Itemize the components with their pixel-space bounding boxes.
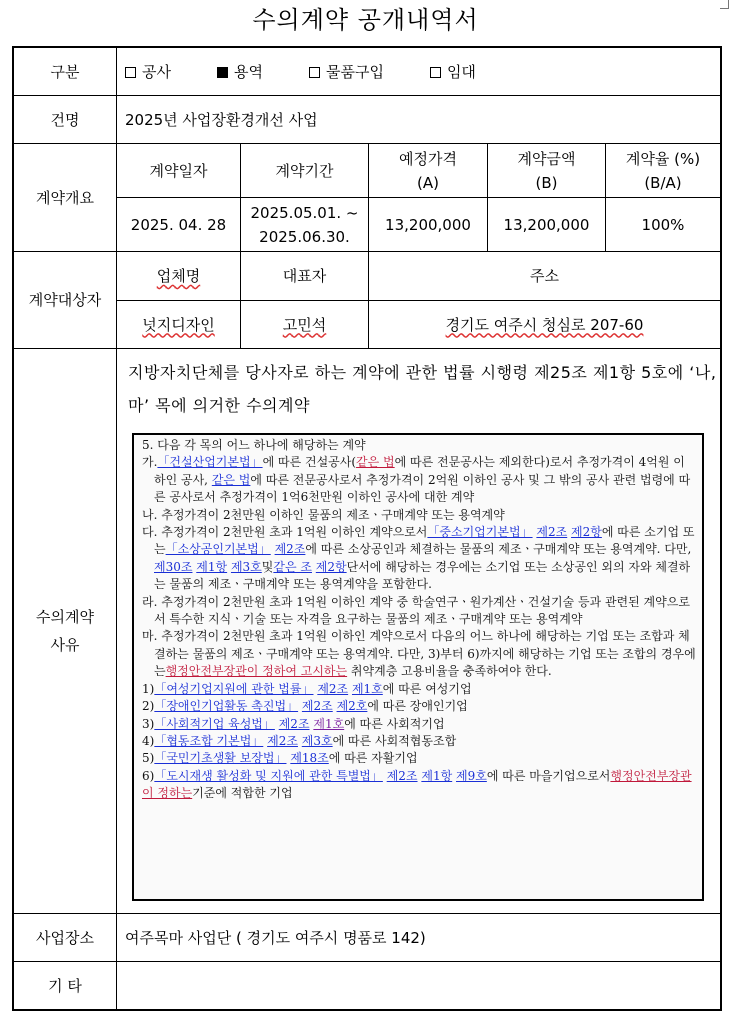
law-link[interactable]: 제2호 — [336, 699, 368, 714]
law-link[interactable]: 제30조 — [154, 559, 193, 574]
division-options — [117, 48, 728, 95]
law-link[interactable]: 「국민기초생활 보장법」 — [154, 751, 287, 766]
document-title: 수의계약 공개내역서 — [252, 6, 479, 34]
law-link[interactable]: 같은 법 — [211, 472, 251, 487]
law-link[interactable]: 「장애인기업활동 촉진법」 — [154, 699, 299, 714]
law-link[interactable]: 제3호 — [301, 733, 333, 748]
contract-amount-header: 계약금액 (B) — [517, 149, 576, 192]
law-link[interactable]: 제1항 — [196, 559, 228, 574]
law-excerpt-image: 5. 다음 각 목의 어느 하나에 해당하는 계약 가.「건설산업기본법」에 따른 건설공사(같은 법에 따른 전문공사는 제외한다)로서 추정가격이 4억원 이하인 공사, 같은 법에 따른 전문공사로서 추정가격이 2억원 이하인 공사 및 그 밖의 공사 관련 법령에 따른 공사로서 추정가격이 1억6천만원 이하인 공사에 대한 계약 나. 추정가격이 2천만원 이하인 물품의 제조ㆍ구매계약 또는 용역계약 다. 추정가격이 2천만원 초과 1억원 이하인 계약으로서「중소기업기본법」 제2조 제2항에 따른 소기업 또는「소상공인기본법」 제2조에 따른 소상공인과 체결하는 물품의 제조ㆍ구매계약 또는 용역계약. 다만,제30조 제1항 제3호및같은 조 제2항단서에 해당하는 경우에는 소기업 또는 소상공인 외의 자와 체결하는 물품의 제조ㆍ구매계약 또는 용역계약을 포함한다. 라. 추정가격이 2천만원 초과 1억원 이하인 계약 중 학술연구ㆍ원가계산ㆍ건설기술 등과 관련된 계약으로서 특수한 지식ㆍ기술 또는 자격을 요구하는 물품의 제조ㆍ구매계약 또는 용역계약 마. 추정가격이 2천만원 초과 1억원 이하인 계약으로서 다음의 어느 하나에 해당하는 기업 또는 조합과 체결하는 물품의 제조ㆍ구매계약 또는 용역계약. 다만, 3)부터 6)까지에 해당하는 기업 또는 조합의 경우에는행정안전부장관이 정하여 고시하는 취약계층 고용비율을 충족하여야 한다. 1)「여성기업지원에 관한 법률」 제2조 제1호에 따른 여성기업 2)「장애인기업활동 촉진법」 제2조 제2호에 따른 장애인기업 3)「사회적기업 육성법」 제2조 제1호에 따른 사회적기업 4)「협동조합 기본법」 제2조 제3호에 따른 사회적협동조합 5)「국민기초생활 보장법」 제18조에 따른 자활기업 6)「도시재생 활성화 및 지원에 관한 특별법」 제2조 제1항 제9호에 따른 마을기업으로서행정안전부장관이 정하는기준에 적합한 기업 — [132, 433, 704, 901]
law-link[interactable]: 제2조 — [386, 768, 418, 783]
checkbox-icon — [125, 67, 136, 78]
company-value: 넛지디자인 — [142, 315, 215, 334]
law-link[interactable]: 제18조 — [290, 751, 329, 766]
law-subitem-5: 5)「국민기초생활 보장법」 제18조에 따른 자활기업 — [142, 751, 418, 766]
company-header: 업체명 — [156, 267, 201, 285]
law-link[interactable]: 「소상공인기본법」 — [165, 542, 271, 557]
division-option-construction[interactable]: 공사 — [125, 60, 171, 84]
law-subitem-2: 2)「장애인기업활동 촉진법」 제2조 제2호에 따른 장애인기업 — [142, 699, 468, 714]
law-link[interactable]: 제2항 — [571, 525, 602, 540]
law-link[interactable]: 제2조 — [317, 681, 349, 696]
law-item-na: 나. 추정가격이 2천만원 이하인 물품의 제조ㆍ구매계약 또는 용역계약 — [142, 507, 505, 522]
law-link[interactable]: 행정안전부장관이 정하여 고시하는 — [165, 664, 348, 679]
estimated-price-header: 예정가격 (A) — [399, 149, 457, 192]
contract-period-header: 계약기간 — [275, 161, 334, 180]
place-value: 여주목마 사업단 ( 경기도 여주시 명품로 142) — [125, 928, 426, 947]
contract-date-value: 2025. 04. 28 — [130, 215, 227, 234]
project-name-label: 건명 — [50, 110, 80, 129]
checkbox-icon — [309, 67, 320, 78]
law-subitem-6: 6)「도시재생 활성화 및 지원에 관한 특별법」 제2조 제1항 제9호에 따른 마을기업으로서행정안전부장관이 정하는기준에 적합한 기업 — [142, 768, 692, 801]
law-item-da: 다. 추정가격이 2천만원 초과 1억원 이하인 계약으로서「중소기업기본법」 제2조 제2항에 따른 소기업 또는「소상공인기본법」 제2조에 따른 소상공인과 체결하는 물품의 제조ㆍ구매계약 또는 용역계약. 다만,제30조 제1항 제3호및같은 조 제2항단서에 해당하는 경우에는 소기업 또는 소상공인 외의 자와 체결하는 물품의 제조ㆍ구매계약 또는 용역계약을 포함한다. — [142, 525, 695, 592]
reason-heading: 지방자치단체를 당사자로 하는 계약에 관한 법률 시행령 제25조 제1항 5호에 ‘나, 마’ 목에 의거한 수의계약 — [128, 363, 717, 415]
law-link[interactable]: 제9호 — [456, 768, 487, 783]
law-link[interactable]: 「여성기업지원에 관한 법률」 — [154, 681, 314, 696]
reason-label: 수의계약 사유 — [36, 608, 94, 654]
law-subitem-1: 1)「여성기업지원에 관한 법률」 제2조 제1호에 따른 여성기업 — [142, 681, 472, 696]
other-label: 기 타 — [48, 976, 82, 995]
checkbox-icon — [430, 67, 441, 78]
law-link[interactable]: 제2조 — [301, 699, 333, 714]
party-label: 계약대상자 — [28, 291, 102, 309]
law-item-ra: 라. 추정가격이 2천만원 초과 1억원 이하인 계약 중 학술연구ㆍ원가계산ㆍ건설기술 등과 관련된 계약으로서 특수한 지식ㆍ기술 또는 자격을 요구하는 물품의 제조ㆍ구매계약 또는 용역계약 — [142, 594, 690, 627]
law-link[interactable]: 제1항 — [421, 768, 453, 783]
law-link[interactable]: 제2조 — [267, 733, 298, 748]
division-option-service[interactable]: 용역 — [217, 60, 263, 84]
law-link[interactable]: 제2항 — [315, 559, 347, 574]
contract-rate-value: 100% — [641, 215, 685, 234]
checkbox-checked-icon — [217, 67, 228, 78]
law-link[interactable]: 제1호 — [351, 681, 383, 696]
law-link[interactable]: 제2조 — [536, 525, 568, 540]
contract-date-header: 계약일자 — [149, 161, 208, 180]
law-link[interactable]: 제3호 — [230, 559, 262, 574]
estimated-price-value: 13,200,000 — [385, 215, 471, 234]
law-subitem-4: 4)「협동조합 기본법」 제2조 제3호에 따른 사회적협동조합 — [142, 733, 457, 748]
page-corner-mark — [720, 0, 729, 9]
law-link[interactable]: 제1호 — [313, 716, 345, 731]
place-label: 사업장소 — [36, 928, 94, 947]
division-option-lease[interactable]: 임대 — [430, 60, 476, 84]
ceo-header: 대표자 — [282, 267, 327, 285]
law-link[interactable]: 같은 법 — [356, 455, 395, 470]
law-subitem-3: 3)「사회적기업 육성법」 제2조 제1호에 따른 사회적기업 — [142, 716, 445, 731]
law-link[interactable]: 제2조 — [274, 542, 306, 557]
law-item-ga: 가.「건설산업기본법」에 따른 건설공사(같은 법에 따른 전문공사는 제외한다)로서 추정가격이 4억원 이하인 공사, 같은 법에 따른 전문공사로서 추정가격이 2억원 이하인 공사 및 그 밖의 공사 관련 법령에 따른 공사로서 추정가격이 1억6천만원 이하인 공사에 대한 계약 — [142, 455, 691, 505]
law-link[interactable]: 「협동조합 기본법」 — [154, 733, 264, 748]
address-value: 경기도 여주시 청심로 207-60 — [445, 315, 644, 334]
law-link[interactable]: 「도시재생 활성화 및 지원에 관한 특별법」 — [154, 768, 383, 783]
law-link[interactable]: 「건설산업기본법」 — [157, 455, 263, 470]
ceo-value: 고민석 — [282, 315, 327, 334]
contract-period-value: 2025.05.01. ~ 2025.06.30. — [250, 203, 359, 246]
law-link[interactable]: 「중소기업기본법」 — [427, 525, 533, 540]
law-link[interactable]: 제2조 — [278, 716, 310, 731]
division-option-purchase[interactable]: 물품구입 — [309, 60, 384, 84]
law-link[interactable]: 같은 조 — [273, 559, 312, 574]
contract-amount-value: 13,200,000 — [503, 215, 590, 234]
law-item-ma: 마. 추정가격이 2천만원 초과 1억원 이하인 계약으로서 다음의 어느 하나에 해당하는 기업 또는 조합과 체결하는 물품의 제조ㆍ구매계약 또는 용역계약. 다만, 3)부터 6)까지에 해당하는 기업 또는 조합의 경우에는행정안전부장관이 정하여 고시하는 취약계층 고용비율을 충족하여야 한다. — [142, 629, 696, 679]
summary-label: 계약개요 — [36, 188, 94, 207]
project-name-value: 2025년 사업장환경개선 사업 — [125, 110, 318, 129]
division-label: 구분 — [50, 62, 80, 81]
other-value — [117, 962, 728, 1009]
law-link[interactable]: 행정안전부장관이 정하는 — [142, 768, 692, 801]
law-link[interactable]: 「사회적기업 육성법」 — [154, 716, 275, 731]
contract-rate-header: 계약율 (%) (B/A) — [625, 149, 701, 192]
address-header: 주소 — [530, 267, 559, 285]
